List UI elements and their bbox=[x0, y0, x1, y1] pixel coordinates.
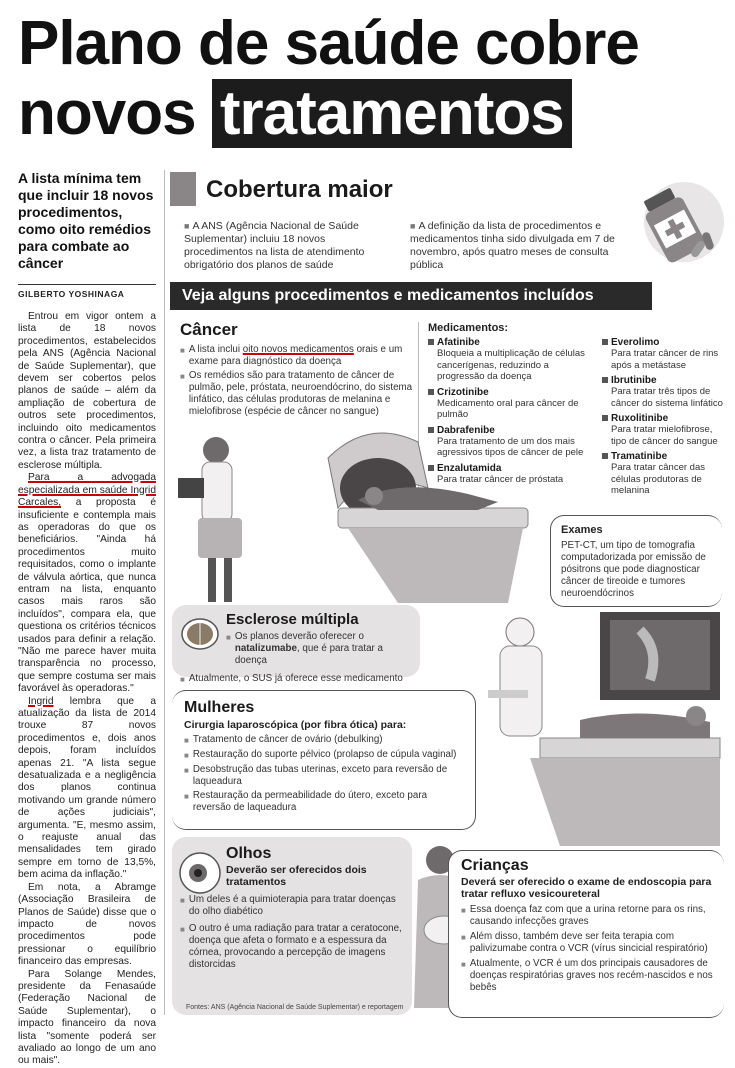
bullet-icon: ■ bbox=[180, 896, 185, 905]
med-desc: Para tratar câncer de rins após a metástase bbox=[611, 348, 719, 371]
headline-line-2 bbox=[18, 80, 718, 148]
med-desc: Medicamento oral para câncer de pulmão bbox=[437, 397, 579, 420]
mulheres-item bbox=[184, 764, 465, 788]
bullet-icon bbox=[602, 377, 608, 383]
bullet-text: Atualmente, o VCR é um dos principais causadores de doenças respiratórias graves nos recém-nascidos e nos bebês bbox=[469, 958, 713, 993]
bullet-text: Essa doença faz com que a urina retorne para os rins, causando infecções graves bbox=[469, 904, 706, 927]
bullet-text: Além disso, também deve ser feita terapia com palivizumabe contra o VCR (vírus sincicial respiratório) bbox=[469, 931, 708, 954]
criancas-item bbox=[461, 958, 716, 994]
olhos-panel bbox=[172, 837, 412, 1015]
column-divider bbox=[164, 170, 165, 1015]
article-body bbox=[18, 311, 156, 1068]
bullet-icon: ■ bbox=[180, 372, 185, 381]
olhos-item bbox=[180, 894, 404, 918]
bullet-text: Tratamento de câncer de ovário (debulking) bbox=[192, 734, 383, 745]
bullet-icon: ■ bbox=[180, 675, 185, 684]
med-name: Afatinibe bbox=[437, 337, 480, 348]
med-desc: Para tratar câncer de próstata bbox=[437, 473, 564, 485]
bullet-icon bbox=[602, 339, 608, 345]
article-paragraph bbox=[18, 696, 156, 882]
med-name: Ruxolitinibe bbox=[611, 413, 669, 424]
deck: A lista mínima tem que incluir 18 novos procedimentos, como oito remédios para combate ao câncer bbox=[18, 170, 154, 271]
med-desc: Para tratar mielofibrose, tipo de câncer do sangue bbox=[611, 424, 718, 447]
bullet-icon: ■ bbox=[184, 766, 189, 775]
med-name: Dabrafenibe bbox=[437, 424, 495, 436]
section-marker bbox=[170, 172, 196, 206]
cobertura-title: Cobertura maior bbox=[206, 176, 393, 203]
cancer-bullet bbox=[180, 344, 418, 368]
med-item bbox=[428, 387, 588, 421]
medicamentos-title: Medicamentos: bbox=[428, 322, 509, 334]
bullet-icon: ■ bbox=[226, 633, 231, 642]
med-item bbox=[602, 337, 726, 371]
mulheres-subtitle: Cirurgia laparoscópica (por fibra ótica) para: bbox=[184, 719, 407, 731]
bullet-text: Desobstrução das tubas uterinas, exceto para reversão de laqueadura bbox=[192, 764, 448, 787]
criancas-subtitle: Deverá ser oferecido o exame de endoscopia para tratar refluxo vesicoureteral bbox=[461, 876, 712, 900]
article-paragraph: Entrou em vigor ontem a lista de 18 novos procedimentos, estabelecidos pela ANS (Agência Nacional de Saúde Suplementar), que devem ser cobertos pelos planos de saúde – além da ampliação de cobertura de outros sete procedimentos, incluindo oito medicamentos contra o câncer. Pela primeira vez, a lista traz tratamento de esclerose múltipla. bbox=[18, 311, 156, 471]
cobertura-text-2: A definição da lista de procedimentos e medicamentos tinha sido divulgada em 7 de novembro, após quatro meses de consulta pública bbox=[410, 220, 615, 271]
mulheres-item bbox=[184, 749, 465, 762]
med-name: Tramatinibe bbox=[611, 451, 668, 462]
bullet-icon: ■ bbox=[461, 906, 466, 915]
bullet-icon: ■ bbox=[461, 960, 466, 969]
bullet-icon: ■ bbox=[461, 933, 466, 942]
mulheres-title: Mulheres bbox=[184, 699, 255, 716]
article-column bbox=[18, 170, 156, 1068]
annotated-text: Ingrid bbox=[28, 695, 54, 707]
med-name: Ibrutinibe bbox=[611, 375, 657, 386]
cobertura-text-1: A ANS (Agência Nacional de Saúde Suplementar) incluiu 18 novos procedimentos na lista de atendimento obrigatório dos planos de saúde bbox=[184, 220, 365, 271]
annotated-text: oito novos medicamentos bbox=[242, 344, 354, 355]
text-part: A lista inclui bbox=[188, 344, 243, 355]
cobertura-col-2 bbox=[410, 220, 622, 272]
bullet-text: Restauração do suporte pélvico (prolapso de cúpula vaginal) bbox=[192, 749, 457, 760]
bullet-icon: ■ bbox=[410, 221, 416, 231]
eye-icon bbox=[178, 851, 222, 895]
criancas-item bbox=[461, 931, 716, 955]
med-item bbox=[602, 451, 726, 497]
esclerose-bullet bbox=[226, 631, 412, 667]
bullet-icon: ■ bbox=[180, 925, 185, 934]
med-desc: Para tratamento de um dos mais agressivos tipos de câncer de pele bbox=[437, 435, 584, 458]
bullet-icon bbox=[428, 389, 434, 395]
med-item bbox=[602, 375, 726, 409]
bullet-text: Um deles é a quimioterapia para tratar doenças do olho diabético bbox=[188, 894, 396, 917]
cancer-section bbox=[180, 320, 418, 418]
medicine-bottle-icon bbox=[628, 174, 720, 274]
medicamentos-col-right bbox=[602, 337, 726, 501]
mulheres-panel bbox=[172, 690, 476, 830]
article-paragraph: Para Solange Mendes, presidente da Fenasaúde (Federação Nacional de Saúde Suplementar), o impacto financeiro da nova lista "somente poderá ser avaliado ao longo de um ano ou mais". bbox=[18, 968, 156, 1067]
bullet-text: Restauração da permeabilidade do útero, exceto para reversão de laqueadura bbox=[192, 790, 428, 813]
olhos-item bbox=[180, 923, 404, 971]
med-name: Everolimo bbox=[611, 337, 660, 348]
paragraph-text: lembra que a atualização da lista de 2014 trouxe 87 novos procedimentos e, dois anos depois, foram incluídos apenas 21. "A lista segue desatualizada e a negligência dos planos continua motivando um grande número de ações judiciais", argumenta. "E, mesmo assim, o reajuste anual das mensalidades tem girado sempre em torno de 13,5%, bem acima da inflação." bbox=[18, 695, 156, 881]
paragraph-text: a proposta é insuficiente e contempla mais as operadoras do que os beneficiários. "Ainda há procedimentos muito requisitados, como o implante de válvula aórtica, que nunca entram na lista, enquanto casos mais raros são incluídos", compara ela, que questiona os critérios técnicos usados para definir a relação. "Não me parece haver muita transparência no processo, que sempre costuma ser mais favorável às operadoras." bbox=[18, 497, 156, 695]
brain-icon bbox=[180, 617, 220, 651]
mulheres-item bbox=[184, 734, 465, 747]
med-item bbox=[428, 337, 588, 383]
med-desc: Para tratar três tipos de câncer do sistema linfático bbox=[611, 386, 723, 409]
olhos-subtitle: Deverão ser oferecidos dois tratamentos bbox=[226, 864, 367, 888]
criancas-item bbox=[461, 904, 716, 928]
text-part: orais e um exame para diagnóstico da doença bbox=[188, 344, 403, 367]
headline-plain-word: novos bbox=[18, 79, 196, 148]
annotated-text: Para a advogada especializada em saúde Ingrid Carcales, bbox=[18, 472, 156, 509]
med-desc: Bloqueia a multiplicação de células cancerígenas, reduzindo a progressão da doença bbox=[437, 348, 585, 382]
bullet-icon bbox=[428, 339, 434, 345]
bullet-text bbox=[189, 344, 418, 368]
headline bbox=[18, 8, 718, 148]
esclerose-title: Esclerose múltipla bbox=[226, 611, 359, 628]
med-item bbox=[602, 413, 726, 447]
bullet-icon bbox=[602, 415, 608, 421]
cancer-title: Câncer bbox=[180, 320, 238, 339]
text-part: , que é para tratar a doença bbox=[234, 643, 383, 666]
esclerose-bullet bbox=[180, 673, 412, 686]
section-banner: Veja alguns procedimentos e medicamentos incluídos bbox=[170, 282, 652, 310]
bullet-icon: ■ bbox=[184, 221, 190, 231]
mulheres-item bbox=[184, 790, 465, 814]
bullet-text: O outro é uma radiação para tratar a ceratocone, doença que afeta o formato e a espessura da córnea, provocando a percepção de imagens distorcidas bbox=[188, 923, 402, 970]
bullet-icon bbox=[602, 453, 608, 459]
headline-line-1: Plano de saúde cobre bbox=[18, 9, 639, 78]
text-part: Os planos deverão oferecer o bbox=[234, 631, 364, 642]
cancer-bullet bbox=[180, 370, 418, 418]
esclerose-panel bbox=[172, 605, 420, 684]
bullet-icon: ■ bbox=[184, 792, 189, 801]
bullet-icon: ■ bbox=[184, 736, 189, 745]
med-name: Crizotinibe bbox=[437, 386, 489, 398]
byline: GILBERTO YOSHINAGA bbox=[18, 284, 156, 299]
article-paragraph bbox=[18, 472, 156, 695]
exames-text: PET-CT, um tipo de tomografia computadorizada por emissão de pósitrons que pode diagnosticar câncer de tireoide e tumores neuroendócrinos bbox=[561, 540, 706, 599]
headline-inverted-word: tratamentos bbox=[212, 79, 572, 148]
bullet-icon: ■ bbox=[180, 346, 185, 355]
exames-title: Exames bbox=[561, 524, 603, 536]
drug-name: natalizumabe bbox=[234, 643, 297, 654]
article-paragraph: Em nota, a Abramge (Associação Brasileira de Planos de Saúde) disse que o impacto de novos procedimentos pode pressionar o equilíbrio financeiro das empresas. bbox=[18, 881, 156, 968]
pet-ct-scanner-illustration bbox=[178, 418, 550, 610]
sources-note: Fontes: ANS (Agência Nacional de Saúde Suplementar) e reportagem bbox=[186, 1004, 404, 1011]
bullet-text: Atualmente, o SUS já oferece esse medicamento bbox=[188, 673, 403, 684]
med-desc: Para tratar câncer das células produtoras de melanina bbox=[611, 462, 705, 496]
bullet-text bbox=[235, 631, 412, 667]
criancas-title: Crianças bbox=[461, 857, 529, 874]
olhos-title: Olhos bbox=[226, 845, 272, 862]
cobertura-col-1 bbox=[184, 220, 392, 272]
exames-panel bbox=[550, 515, 722, 607]
bullet-icon: ■ bbox=[184, 751, 189, 760]
bullet-text: Os remédios são para tratamento de câncer de pulmão, pele, próstata, neuroendócrino, do sistema linfático, das células produtoras de melanina e mielofibrose (espécie de câncer no sangue) bbox=[188, 370, 413, 417]
laparoscopy-illustration bbox=[460, 610, 725, 848]
criancas-panel bbox=[448, 850, 724, 1018]
med-name: Enzalutamida bbox=[437, 462, 502, 474]
